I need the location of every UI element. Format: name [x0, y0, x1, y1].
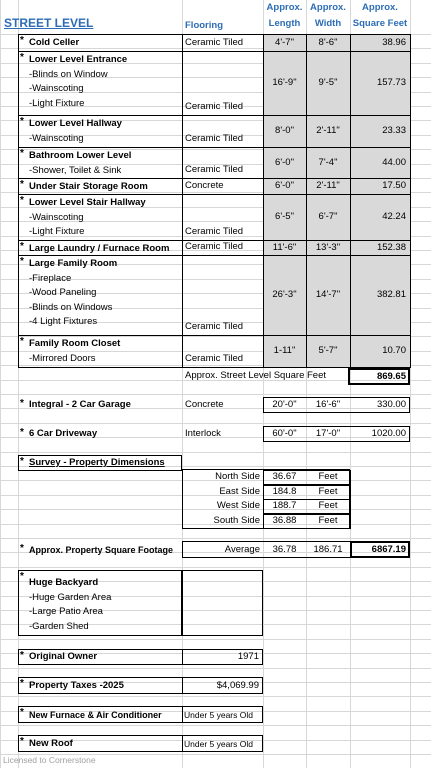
room-length: 6'-0": [275, 157, 294, 168]
room-sqft: 382.81: [376, 289, 406, 300]
bullet-star: *: [20, 241, 24, 252]
survey-cell: [263, 514, 351, 529]
taxes-label: Property Taxes -2025: [29, 680, 124, 691]
survey-cell: [263, 485, 351, 500]
length-header: Length: [268, 18, 301, 29]
sqft-header: Square Feet: [352, 18, 408, 29]
street-total-label: Approx. Street Level Square Feet: [185, 370, 326, 381]
survey-side: South Side: [213, 514, 260, 526]
survey-value: 36.67: [272, 471, 297, 482]
room-length: 16'-9": [272, 77, 297, 88]
bullet-star: *: [20, 571, 24, 582]
average-b: 186.71: [313, 544, 343, 555]
survey-side: West Side: [216, 500, 260, 511]
garage-length: 20'-0": [272, 399, 297, 410]
backyard-line: -Garden Shed: [29, 620, 89, 632]
width-header: Width: [314, 18, 342, 29]
room-flooring: Ceramic Tiled: [185, 101, 244, 112]
furnace-value: Under 5 years Old: [184, 710, 253, 720]
watermark: Licensed to Cornerstone: [3, 755, 96, 765]
survey-unit: Feet: [318, 514, 338, 526]
room-feature: [29, 366, 120, 381]
room-width: 2'-11": [316, 125, 340, 136]
room-name: Lower Level Entrance: [29, 54, 128, 65]
driveway-length: 60'-0": [272, 428, 297, 439]
room-length: 6'-5": [275, 211, 294, 222]
room-feature: -Light Fixture: [29, 226, 85, 237]
property-sqft-label: Approx. Property Square Footage: [29, 545, 174, 555]
room-width: 8'-6": [318, 37, 338, 48]
room-name: Cold Celler: [29, 37, 80, 48]
bullet-star: *: [20, 650, 24, 661]
bullet-star: *: [20, 195, 24, 206]
average-a: 36.78: [272, 544, 297, 555]
room-feature: -Mirrored Doors: [29, 352, 96, 364]
room-sqft: 10.70: [382, 345, 406, 356]
bullet-star: *: [20, 736, 24, 747]
garage-width: 16'-6": [315, 399, 341, 410]
bullet-star: *: [20, 52, 24, 63]
property-sqft-value: 6867.19: [371, 544, 406, 555]
room-sqft: 44.00: [382, 157, 406, 168]
backyard-line: -Large Patio Area: [29, 606, 103, 617]
bullet-star: *: [20, 179, 24, 190]
garage-label: Integral - 2 Car Garage: [29, 399, 131, 410]
room-feature: -Wood Paneling: [29, 287, 97, 298]
flooring-header: Flooring: [185, 20, 223, 31]
room-flooring: Ceramic Tiled: [185, 226, 244, 237]
backyard-line: -Huge Garden Area: [29, 591, 112, 603]
room-width: 14'-7": [315, 289, 341, 300]
survey-cell: [263, 499, 351, 514]
room-length: 11'-6": [272, 242, 297, 253]
owner-label: Original Owner: [29, 651, 98, 662]
roof-value: Under 5 years Old: [184, 739, 253, 749]
driveway-sqft: 1020.00: [371, 428, 406, 439]
garage-sqft: 330.00: [376, 399, 406, 410]
owner-value: 1971: [237, 651, 259, 662]
taxes-value: $4,069.99: [216, 680, 259, 691]
width-header-top: Approx.: [310, 2, 346, 13]
room-feature: -Wainscoting: [29, 132, 84, 144]
driveway-flooring: Interlock: [185, 428, 221, 439]
backyard-title: Huge Backyard: [29, 577, 99, 588]
room-feature: -Fireplace: [29, 272, 72, 284]
section-title: STREET LEVEL: [4, 16, 94, 30]
room-description: [29, 257, 117, 330]
room-width: 6'-7": [318, 211, 338, 222]
room-length: 8'-0": [275, 125, 294, 136]
room-feature: -Shower, Toilet & Sink: [29, 164, 122, 176]
survey-unit: Feet: [318, 500, 338, 511]
garage-flooring: Concrete: [185, 399, 224, 410]
room-flooring: Ceramic Tiled: [185, 164, 244, 175]
bullet-star: *: [20, 116, 24, 127]
bullet-star: *: [20, 427, 24, 438]
room-name: Large Laundry / Furnace Room: [29, 243, 170, 254]
room-sqft: 157.73: [376, 77, 406, 88]
furnace-label: New Furnace & Air Conditioner: [29, 710, 162, 720]
bullet-star: *: [20, 148, 24, 159]
room-width: 7'-4": [318, 157, 338, 168]
room-flooring: Ceramic Tiled: [185, 241, 244, 252]
survey-unit: Feet: [318, 485, 338, 497]
room-length: 6'-0": [275, 180, 294, 191]
room-feature: -Wainscoting: [29, 211, 84, 223]
room-feature: -4 Light Fixtures: [29, 316, 98, 327]
bullet-star: *: [20, 678, 24, 689]
room-feature: -Blinds on Window: [29, 68, 108, 80]
survey-value: 36.88: [272, 514, 297, 526]
room-flooring: Ceramic Tiled: [185, 37, 244, 48]
room-length: 26'-3": [272, 289, 297, 300]
room-name: Bathroom Lower Level: [29, 150, 132, 161]
room-sqft: 42.24: [382, 211, 406, 222]
bullet-star: *: [20, 707, 24, 718]
bullet-star: *: [20, 398, 24, 409]
backyard-empty-box: [182, 570, 263, 636]
bullet-star: *: [20, 256, 24, 267]
room-flooring: Ceramic Tiled: [185, 353, 244, 364]
room-feature: -Blinds on Windows: [29, 301, 113, 313]
room-name: Lower Level Hallway: [29, 118, 122, 129]
room-sqft: 17.50: [382, 180, 406, 191]
survey-side: North Side: [215, 471, 260, 482]
room-sqft: 152.38: [376, 242, 406, 253]
room-name: Large Family Room: [29, 258, 118, 269]
room-flooring: Ceramic Tiled: [185, 321, 244, 332]
bullet-star: *: [20, 456, 24, 467]
street-total-value: 869.65: [376, 371, 406, 382]
room-feature: -Wainscoting: [29, 83, 84, 94]
room-flooring: Concrete: [185, 180, 224, 191]
bullet-star: *: [20, 543, 24, 554]
survey-cell: [263, 470, 351, 485]
room-length: 1-11": [273, 345, 296, 356]
room-feature: [29, 381, 120, 396]
room-width: 9'-5": [318, 77, 338, 88]
length-header-top: Approx.: [266, 2, 303, 13]
survey-unit: Feet: [318, 471, 338, 482]
room-sqft: 23.33: [382, 125, 406, 136]
room-name: Family Room Closet: [29, 338, 121, 349]
room-width: 2'-11": [316, 180, 340, 191]
bullet-star: *: [20, 336, 24, 347]
room-width: 13'-3": [315, 242, 341, 253]
driveway-width: 17'-0": [315, 428, 341, 439]
bullet-star: *: [20, 35, 24, 46]
room-width: 5'-7": [318, 345, 338, 356]
survey-side: East Side: [219, 485, 260, 497]
backyard-list: [29, 576, 111, 634]
room-sqft: 38.96: [382, 37, 406, 48]
room-flooring: Ceramic Tiled: [185, 133, 244, 144]
roof-label: New Roof: [29, 738, 73, 749]
survey-value: 184.8: [272, 485, 297, 497]
room-name: Under Stair Storage Room: [29, 181, 148, 192]
room-name: Lower Level Stair Hallway: [29, 197, 146, 208]
survey-value: 188.7: [272, 500, 297, 511]
average-label: Average: [224, 544, 260, 555]
survey-title: Survey - Property Dimensions: [29, 457, 165, 468]
sqft-header-top: Approx.: [362, 2, 398, 13]
room-feature: -Light Fixture: [29, 97, 85, 109]
room-length: 4'-7": [275, 37, 294, 48]
driveway-label: 6 Car Driveway: [29, 428, 98, 439]
